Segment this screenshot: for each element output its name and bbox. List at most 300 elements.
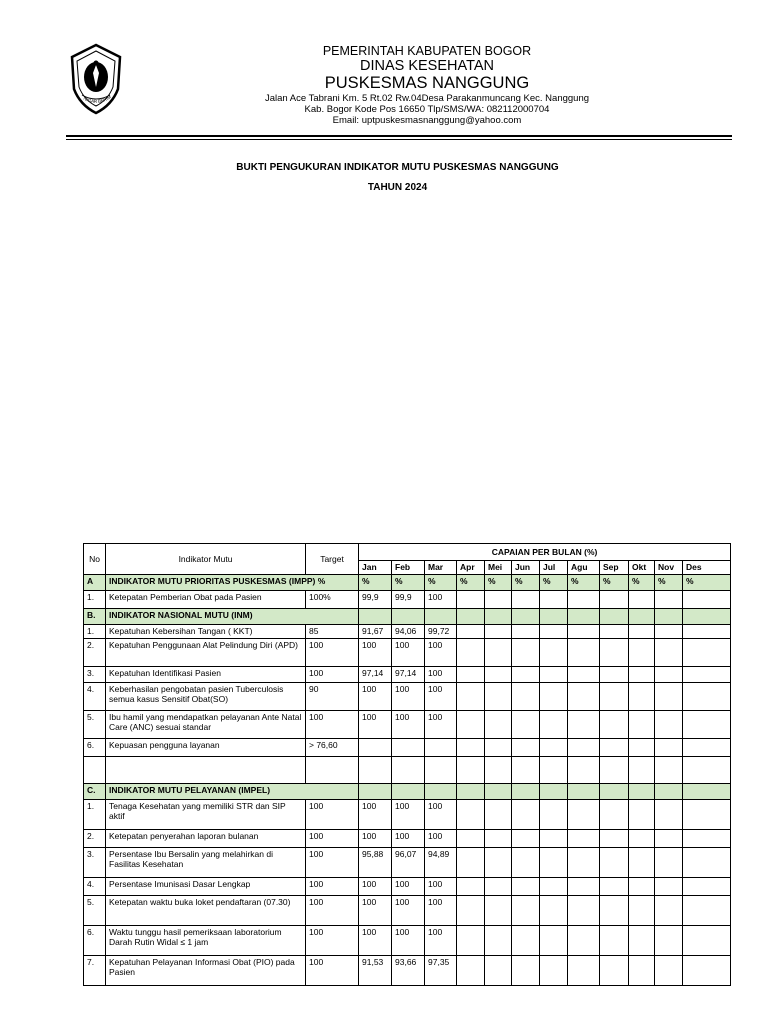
section-empty-cell <box>600 609 629 625</box>
row-indicator-name: Persentase Ibu Bersalin yang melahirkan di Fasilitas Kesehatan <box>106 848 306 878</box>
empty-month-cell <box>683 683 731 711</box>
row-mar: 100 <box>425 639 457 667</box>
empty-month-cell <box>568 711 600 739</box>
empty-month-cell <box>683 625 731 639</box>
row-indicator-name: Ketepatan Pemberian Obat pada Pasien <box>106 591 306 609</box>
row-jan: 100 <box>359 639 392 667</box>
empty-month-cell <box>600 830 629 848</box>
empty-month-cell <box>457 683 485 711</box>
row-feb: 96,07 <box>392 848 425 878</box>
header-month: Jul <box>540 561 568 575</box>
empty-month-cell <box>683 667 731 683</box>
empty-month-cell <box>655 830 683 848</box>
row-indicator-name: Kepuasan pengguna layanan <box>106 739 306 757</box>
row-target: 100 <box>306 956 359 986</box>
row-mar: 97,35 <box>425 956 457 986</box>
empty-month-cell <box>512 591 540 609</box>
empty-month-cell <box>629 830 655 848</box>
row-no: 1. <box>84 591 106 609</box>
section-empty-cell <box>540 784 568 800</box>
table-row <box>84 896 731 926</box>
empty-month-cell <box>540 926 568 956</box>
row-indicator-name: Kepatuhan Identifikasi Pasien <box>106 667 306 683</box>
spacer-cell <box>84 757 106 784</box>
header-month: Jan <box>359 561 392 575</box>
empty-month-cell <box>568 683 600 711</box>
row-target: 100 <box>306 711 359 739</box>
sectionC-row <box>84 784 731 800</box>
empty-month-cell <box>457 848 485 878</box>
empty-month-cell <box>568 667 600 683</box>
row-target: 100 <box>306 667 359 683</box>
row-mar: 100 <box>425 878 457 896</box>
empty-month-cell <box>457 878 485 896</box>
empty-month-cell <box>629 639 655 667</box>
department-name: DINAS KESEHATAN <box>359 58 495 74</box>
row-target: 85 <box>306 625 359 639</box>
header-month: Jun <box>512 561 540 575</box>
empty-month-cell <box>683 956 731 986</box>
empty-month-cell <box>568 625 600 639</box>
empty-month-cell <box>655 800 683 830</box>
empty-month-cell <box>512 896 540 926</box>
empty-month-cell <box>600 926 629 956</box>
empty-month-cell <box>683 878 731 896</box>
row-indicator-name: Kepatuhan Penggunaan Alat Pelindung Diri (APD) <box>106 639 306 667</box>
empty-month-cell <box>512 878 540 896</box>
row-target: 100 <box>306 830 359 848</box>
institution-name: PUSKESMAS NANGGUNG <box>324 74 530 92</box>
table-row <box>84 878 731 896</box>
section-empty-cell <box>683 784 731 800</box>
empty-month-cell <box>629 683 655 711</box>
unit-cell: % <box>683 575 731 591</box>
row-mar <box>425 739 457 757</box>
section-empty-cell <box>457 784 485 800</box>
unit-cell: % <box>600 575 629 591</box>
section-empty-cell <box>359 784 392 800</box>
row-no: 2. <box>84 830 106 848</box>
empty-month-cell <box>655 711 683 739</box>
empty-month-cell <box>600 711 629 739</box>
letterhead <box>200 44 654 126</box>
row-target: 100 <box>306 848 359 878</box>
table-row <box>84 956 731 986</box>
empty-month-cell <box>655 639 683 667</box>
empty-month-cell <box>457 591 485 609</box>
section-empty-cell <box>655 784 683 800</box>
row-mar: 100 <box>425 926 457 956</box>
row-jan <box>359 739 392 757</box>
empty-month-cell <box>457 625 485 639</box>
empty-month-cell <box>629 956 655 986</box>
empty-month-cell <box>512 830 540 848</box>
table-row <box>84 926 731 956</box>
empty-month-cell <box>485 683 512 711</box>
empty-month-cell <box>655 625 683 639</box>
empty-month-cell <box>540 683 568 711</box>
empty-month-cell <box>540 711 568 739</box>
spacer-cell <box>568 757 600 784</box>
unit-cell: % <box>655 575 683 591</box>
header-month: Mar <box>425 561 457 575</box>
header-month: Sep <box>600 561 629 575</box>
spacer-cell <box>359 757 392 784</box>
empty-month-cell <box>629 711 655 739</box>
empty-month-cell <box>457 800 485 830</box>
row-indicator-name: Waktu tunggu hasil pemeriksaan laboratorium Darah Rutin Widal ≤ 1 jam <box>106 926 306 956</box>
row-jan: 100 <box>359 878 392 896</box>
row-feb: 99,9 <box>392 591 425 609</box>
empty-month-cell <box>655 878 683 896</box>
empty-month-cell <box>457 896 485 926</box>
header-month: Feb <box>392 561 425 575</box>
table-row <box>84 711 731 739</box>
section-empty-cell <box>425 609 457 625</box>
empty-month-cell <box>540 848 568 878</box>
row-no: 6. <box>84 739 106 757</box>
spacer-cell <box>683 757 731 784</box>
unit-cell: % <box>359 575 392 591</box>
row-no: 4. <box>84 878 106 896</box>
empty-month-cell <box>629 625 655 639</box>
row-mar: 94,89 <box>425 848 457 878</box>
empty-month-cell <box>600 956 629 986</box>
empty-month-cell <box>485 830 512 848</box>
row-jan: 97,14 <box>359 667 392 683</box>
spacer-cell <box>485 757 512 784</box>
header-month: Okt <box>629 561 655 575</box>
empty-month-cell <box>485 591 512 609</box>
row-feb <box>392 739 425 757</box>
section-a-title: INDIKATOR MUTU PRIORITAS PUSKESMAS (IMPP) % <box>106 575 359 591</box>
row-mar: 100 <box>425 683 457 711</box>
empty-month-cell <box>540 878 568 896</box>
section-empty-cell <box>600 784 629 800</box>
section-empty-cell <box>683 609 731 625</box>
empty-month-cell <box>485 800 512 830</box>
document-year: TAHUN 2024 <box>367 182 428 193</box>
row-mar: 100 <box>425 711 457 739</box>
row-indicator-name: Ketepatan penyerahan laporan bulanan <box>106 830 306 848</box>
row-indicator-name: Kepatuhan Pelayanan Informasi Obat (PIO) pada Pasien <box>106 956 306 986</box>
row-no: 3. <box>84 667 106 683</box>
row-mar: 99,72 <box>425 625 457 639</box>
empty-month-cell <box>485 639 512 667</box>
empty-month-cell <box>600 848 629 878</box>
empty-month-cell <box>683 830 731 848</box>
kabupaten-bogor-logo <box>68 43 124 115</box>
empty-month-cell <box>512 800 540 830</box>
empty-month-cell <box>568 639 600 667</box>
section-empty-cell <box>457 609 485 625</box>
empty-month-cell <box>600 667 629 683</box>
document-title: BUKTI PENGUKURAN INDIKATOR MUTU PUSKESMAS NANGGUNG <box>236 162 559 173</box>
header-no: No <box>84 544 106 575</box>
header-target: Target <box>306 544 359 575</box>
header-month: Agu <box>568 561 600 575</box>
sectionC-title: INDIKATOR MUTU PELAYANAN (IMPEL) <box>106 784 359 800</box>
empty-month-cell <box>457 830 485 848</box>
row-mar: 100 <box>425 896 457 926</box>
table-row <box>84 800 731 830</box>
section-empty-cell <box>512 784 540 800</box>
empty-month-cell <box>600 683 629 711</box>
empty-month-cell <box>655 591 683 609</box>
empty-month-cell <box>540 625 568 639</box>
empty-month-cell <box>600 739 629 757</box>
empty-month-cell <box>600 639 629 667</box>
letterhead-rule-thick <box>66 135 732 137</box>
row-feb: 100 <box>392 800 425 830</box>
empty-month-cell <box>512 956 540 986</box>
header-month: Nov <box>655 561 683 575</box>
empty-month-cell <box>485 896 512 926</box>
row-jan: 91,67 <box>359 625 392 639</box>
row-target: 100 <box>306 926 359 956</box>
sectionC-no: C. <box>84 784 106 800</box>
row-jan: 100 <box>359 926 392 956</box>
empty-month-cell <box>655 683 683 711</box>
row-no: 3. <box>84 848 106 878</box>
row-no: 5. <box>84 896 106 926</box>
spacer-row <box>84 757 731 784</box>
empty-month-cell <box>683 639 731 667</box>
empty-month-cell <box>485 956 512 986</box>
section-empty-cell <box>392 784 425 800</box>
unit-cell: % <box>540 575 568 591</box>
empty-month-cell <box>683 591 731 609</box>
row-jan: 95,88 <box>359 848 392 878</box>
empty-month-cell <box>540 667 568 683</box>
empty-month-cell <box>629 926 655 956</box>
empty-month-cell <box>629 896 655 926</box>
empty-month-cell <box>568 878 600 896</box>
section-empty-cell <box>629 784 655 800</box>
row-no: 5. <box>84 711 106 739</box>
section-empty-cell <box>629 609 655 625</box>
row-feb: 100 <box>392 926 425 956</box>
empty-month-cell <box>600 625 629 639</box>
row-jan: 100 <box>359 830 392 848</box>
section-empty-cell <box>655 609 683 625</box>
empty-month-cell <box>540 896 568 926</box>
quality-indicator-table <box>83 543 731 986</box>
empty-month-cell <box>683 800 731 830</box>
empty-month-cell <box>655 739 683 757</box>
empty-month-cell <box>568 848 600 878</box>
email-line: Email: uptpuskesmasnanggung@yahoo.com <box>332 115 522 126</box>
spacer-cell <box>392 757 425 784</box>
row-feb: 100 <box>392 683 425 711</box>
row-no: 4. <box>84 683 106 711</box>
row-target: 90 <box>306 683 359 711</box>
row-indicator-name: Ibu hamil yang mendapatkan pelayanan Ante Natal Care (ANC) sesuai standar <box>106 711 306 739</box>
empty-month-cell <box>485 739 512 757</box>
row-feb: 100 <box>392 711 425 739</box>
spacer-cell <box>655 757 683 784</box>
row-feb: 100 <box>392 830 425 848</box>
empty-month-cell <box>512 848 540 878</box>
table-row <box>84 848 731 878</box>
empty-month-cell <box>629 591 655 609</box>
row-indicator-name: Tenaga Kesehatan yang memiliki STR dan SIP aktif <box>106 800 306 830</box>
row-target: 100 <box>306 639 359 667</box>
sectionB-no: B. <box>84 609 106 625</box>
row-indicator-name: Persentase Imunisasi Dasar Lengkap <box>106 878 306 896</box>
empty-month-cell <box>457 639 485 667</box>
header-indikator: Indikator Mutu <box>106 544 306 575</box>
row-feb: 100 <box>392 639 425 667</box>
empty-month-cell <box>655 926 683 956</box>
table-row <box>84 830 731 848</box>
empty-month-cell <box>457 711 485 739</box>
spacer-cell <box>540 757 568 784</box>
empty-month-cell <box>629 739 655 757</box>
row-mar: 100 <box>425 667 457 683</box>
empty-month-cell <box>568 591 600 609</box>
spacer-cell <box>425 757 457 784</box>
empty-month-cell <box>485 848 512 878</box>
empty-month-cell <box>683 711 731 739</box>
empty-month-cell <box>512 739 540 757</box>
table-row <box>84 639 731 667</box>
row-indicator-name: Ketepatan waktu buka loket pendaftaran (07.30) <box>106 896 306 926</box>
row-feb: 93,66 <box>392 956 425 986</box>
row-mar: 100 <box>425 591 457 609</box>
empty-month-cell <box>457 739 485 757</box>
sectionB-title: INDIKATOR NASIONAL MUTU (INM) <box>106 609 359 625</box>
letterhead-rule-thin <box>66 139 732 140</box>
empty-month-cell <box>655 896 683 926</box>
empty-month-cell <box>655 667 683 683</box>
row-feb: 94,06 <box>392 625 425 639</box>
empty-month-cell <box>512 667 540 683</box>
row-jan: 100 <box>359 711 392 739</box>
empty-month-cell <box>485 625 512 639</box>
row-jan: 91,53 <box>359 956 392 986</box>
header-month: Mei <box>485 561 512 575</box>
section-empty-cell <box>540 609 568 625</box>
empty-month-cell <box>485 926 512 956</box>
empty-month-cell <box>540 800 568 830</box>
empty-month-cell <box>600 800 629 830</box>
empty-month-cell <box>512 625 540 639</box>
empty-month-cell <box>540 639 568 667</box>
empty-month-cell <box>540 591 568 609</box>
empty-month-cell <box>629 800 655 830</box>
spacer-cell <box>629 757 655 784</box>
empty-month-cell <box>457 956 485 986</box>
section-empty-cell <box>359 609 392 625</box>
unit-cell: % <box>425 575 457 591</box>
table-row <box>84 739 731 757</box>
section-empty-cell <box>568 784 600 800</box>
empty-month-cell <box>568 956 600 986</box>
section-empty-cell <box>568 609 600 625</box>
section-empty-cell <box>512 609 540 625</box>
row-indicator-name: Kepatuhan Kebersihan Tangan ( KKT) <box>106 625 306 639</box>
empty-month-cell <box>485 711 512 739</box>
sectionB-row <box>84 609 731 625</box>
section-a-row <box>84 575 731 591</box>
spacer-cell <box>106 757 306 784</box>
header-month: Des <box>683 561 731 575</box>
empty-month-cell <box>485 667 512 683</box>
empty-month-cell <box>485 878 512 896</box>
row-jan: 100 <box>359 683 392 711</box>
empty-month-cell <box>512 639 540 667</box>
row-no: 1. <box>84 800 106 830</box>
empty-month-cell <box>655 848 683 878</box>
row-target: 100 <box>306 800 359 830</box>
row-no: 7. <box>84 956 106 986</box>
row-mar: 100 <box>425 800 457 830</box>
empty-month-cell <box>629 848 655 878</box>
empty-month-cell <box>683 739 731 757</box>
row-no: 1. <box>84 625 106 639</box>
empty-month-cell <box>655 956 683 986</box>
empty-month-cell <box>512 926 540 956</box>
empty-month-cell <box>600 878 629 896</box>
address-line-2: Kab. Bogor Kode Pos 16650 Tlp/SMS/WA: 082112000704 <box>304 104 550 115</box>
empty-month-cell <box>683 926 731 956</box>
row-feb: 100 <box>392 896 425 926</box>
section-empty-cell <box>392 609 425 625</box>
unit-cell: % <box>629 575 655 591</box>
empty-month-cell <box>683 848 731 878</box>
empty-month-cell <box>683 896 731 926</box>
header-capaian: CAPAIAN PER BULAN (%) <box>359 544 731 561</box>
row-target: 100 <box>306 878 359 896</box>
unit-cell: % <box>457 575 485 591</box>
section-a-no: A <box>84 575 106 591</box>
row-jan: 99,9 <box>359 591 392 609</box>
empty-month-cell <box>600 896 629 926</box>
row-mar: 100 <box>425 830 457 848</box>
empty-month-cell <box>568 896 600 926</box>
table-row <box>84 625 731 639</box>
row-no: 6. <box>84 926 106 956</box>
empty-month-cell <box>629 878 655 896</box>
unit-cell: % <box>512 575 540 591</box>
empty-month-cell <box>540 830 568 848</box>
section-empty-cell <box>425 784 457 800</box>
row-feb: 100 <box>392 878 425 896</box>
empty-month-cell <box>568 926 600 956</box>
row-target: > 76,60 <box>306 739 359 757</box>
spacer-cell <box>600 757 629 784</box>
address-line-1: Jalan Ace Tabrani Km. 5 Rt.02 Rw.04Desa Parakanmuncang Kec. Nanggung <box>264 93 590 104</box>
row-target: 100% <box>306 591 359 609</box>
spacer-cell <box>512 757 540 784</box>
empty-month-cell <box>629 667 655 683</box>
empty-month-cell <box>457 926 485 956</box>
empty-month-cell <box>568 739 600 757</box>
spacer-cell <box>306 757 359 784</box>
row-indicator-name: Keberhasilan pengobatan pasien Tuberculosis semua kasus Sensitif Obat(SO) <box>106 683 306 711</box>
logo-motto-text: TEGAR BERIM <box>81 94 112 105</box>
row-no: 2. <box>84 639 106 667</box>
empty-month-cell <box>568 800 600 830</box>
empty-month-cell <box>457 667 485 683</box>
unit-cell: % <box>485 575 512 591</box>
row-jan: 100 <box>359 800 392 830</box>
row-jan: 100 <box>359 896 392 926</box>
unit-cell: % <box>568 575 600 591</box>
header-month: Apr <box>457 561 485 575</box>
table-row <box>84 591 731 609</box>
